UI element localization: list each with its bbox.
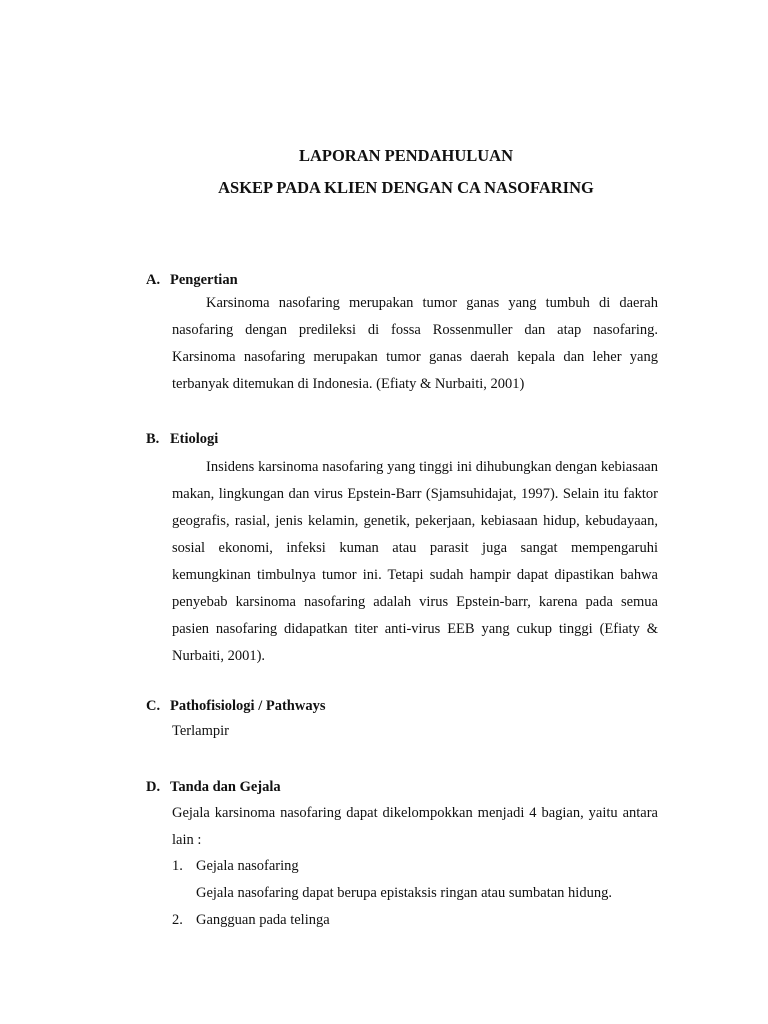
section-b-body: Insidens karsinoma nasofaring yang tinggi ini dihubungkan dengan kebiasaan makan, lingkungan dan virus Epstein-Barr (Sjamsuhidajat, 1997). Selain itu faktor geografis, rasial, jenis kelamin, genetik, pekerjaan, kebiasaan hidup, kebudayaan, sosial ekonomi, infeksi kuman atau parasit juga sangat mempengaruhi kemungkinan timbulnya tumor ini. Tetapi sudah hampir dapat dipastikan bahwa penyebab karsinoma nasofaring adalah virus Epstein-barr, karena pada semua pasien nasofaring didapatkan titer anti-virus EEB yang cukup tinggi (Efiaty & Nurbaiti, 2001). (172, 459, 658, 664)
section-title: Etiologi (170, 431, 219, 447)
section-title: Pathofisiologi / Pathways (170, 698, 326, 714)
list-item-label: Gejala nasofaring (196, 858, 299, 874)
section-letter: B. (146, 431, 160, 447)
list-item-2 (172, 912, 330, 929)
section-title: Pengertian (170, 272, 238, 288)
section-c-body: Terlampir (172, 723, 229, 739)
section-a-body: Karsinoma nasofaring merupakan tumor ganas yang tumbuh di daerah nasofaring dengan predileksi di fossa Rossenmuller dan atap nasofaring. Karsinoma nasofaring merupakan tumor ganas daerah kepala dan leher yang terbanyak ditemukan di Indonesia. (Efiaty & Nurbaiti, 2001) (172, 295, 658, 392)
document-title-line-2: ASKEP PADA KLIEN DENGAN CA NASOFARING (218, 178, 594, 197)
section-letter: A. (146, 272, 161, 288)
list-item-1-description: Gejala nasofaring dapat berupa epistaksis ringan atau sumbatan hidung. (196, 885, 612, 901)
section-a-heading (146, 272, 238, 289)
section-d-heading (146, 779, 281, 796)
list-item-number: 1. (172, 858, 183, 874)
list-item-label: Gangguan pada telinga (196, 912, 330, 928)
section-title: Tanda dan Gejala (170, 779, 281, 795)
list-item-1 (172, 858, 299, 875)
section-b-heading (146, 431, 218, 448)
section-c-heading (146, 698, 325, 715)
section-letter: C. (146, 698, 161, 714)
section-d-body: Gejala karsinoma nasofaring dapat dikelompokkan menjadi 4 bagian, yaitu antara lain : (172, 805, 658, 848)
list-item-number: 2. (172, 912, 183, 928)
document-title-line-1: LAPORAN PENDAHULUAN (298, 146, 514, 165)
section-letter: D. (146, 779, 161, 795)
